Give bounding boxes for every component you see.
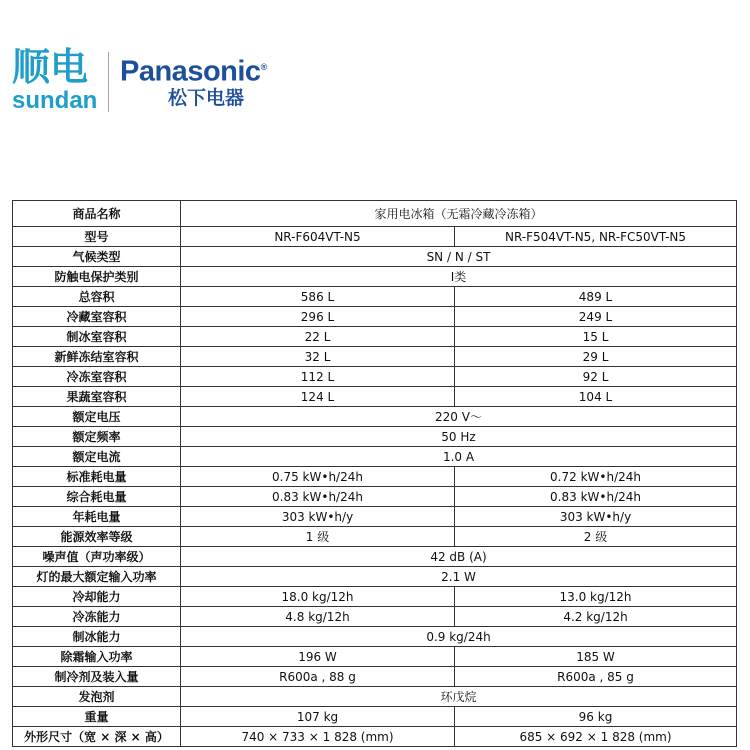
spec-label: 总容积 xyxy=(13,287,181,307)
spec-value-model-a: 0.83 kW•h/24h xyxy=(181,487,455,507)
spec-value-model-b: 489 L xyxy=(455,287,737,307)
spec-row xyxy=(13,607,737,627)
spec-label: 能源效率等级 xyxy=(13,527,181,547)
spec-label: 重量 xyxy=(13,707,181,727)
spec-label: 标准耗电量 xyxy=(13,467,181,487)
spec-value-shared: SN / N / ST xyxy=(181,247,737,267)
spec-label: 冷冻室容积 xyxy=(13,367,181,387)
spec-label: 发泡剂 xyxy=(13,687,181,707)
spec-value-model-a: 1 级 xyxy=(181,527,455,547)
spec-value-model-b: 249 L xyxy=(455,307,737,327)
spec-row xyxy=(13,427,737,447)
spec-label: 噪声值（声功率级） xyxy=(13,547,181,567)
spec-value-shared: 42 dB (A) xyxy=(181,547,737,567)
spec-value-model-a: 296 L xyxy=(181,307,455,327)
spec-row xyxy=(13,687,737,707)
spec-value-model-b: 92 L xyxy=(455,367,737,387)
spec-row xyxy=(13,447,737,467)
spec-label: 灯的最大额定输入功率 xyxy=(13,567,181,587)
spec-value-model-a: 112 L xyxy=(181,367,455,387)
spec-label: 额定频率 xyxy=(13,427,181,447)
spec-row xyxy=(13,201,737,227)
spec-label: 冷却能力 xyxy=(13,587,181,607)
spec-label: 外形尺寸（宽 × 深 × 高） xyxy=(13,727,181,747)
spec-value-model-a: R600a , 88 g xyxy=(181,667,455,687)
spec-value-model-a: 740 × 733 × 1 828 (mm) xyxy=(181,727,455,747)
spec-label: 气候类型 xyxy=(13,247,181,267)
spec-value-model-b: NR-F504VT-N5, NR-FC50VT-N5 xyxy=(455,227,737,247)
spec-value-model-b: 13.0 kg/12h xyxy=(455,587,737,607)
spec-value-model-b: 685 × 692 × 1 828 (mm) xyxy=(455,727,737,747)
spec-row xyxy=(13,547,737,567)
spec-label: 综合耗电量 xyxy=(13,487,181,507)
spec-row xyxy=(13,667,737,687)
panasonic-logo-en: Panasonic® xyxy=(120,55,267,88)
spec-label: 冷冻能力 xyxy=(13,607,181,627)
spec-row xyxy=(13,367,737,387)
panasonic-logo xyxy=(120,50,320,116)
spec-value-shared: 220 V～ xyxy=(181,407,737,427)
spec-label: 果蔬室容积 xyxy=(13,387,181,407)
spec-value-shared: 家用电冰箱（无霜冷藏冷冻箱） xyxy=(181,201,737,227)
registered-mark: ® xyxy=(260,62,267,72)
spec-row xyxy=(13,347,737,367)
spec-value-model-b: 4.2 kg/12h xyxy=(455,607,737,627)
spec-row xyxy=(13,587,737,607)
spec-row xyxy=(13,627,737,647)
spec-value-model-b: 185 W xyxy=(455,647,737,667)
spec-row xyxy=(13,227,737,247)
sundan-logo-cn: 顺电 xyxy=(12,45,89,89)
spec-row xyxy=(13,247,737,267)
spec-value-model-a: 22 L xyxy=(181,327,455,347)
spec-value-model-b: 303 kW•h/y xyxy=(455,507,737,527)
spec-row xyxy=(13,707,737,727)
spec-label: 制冷剂及装入量 xyxy=(13,667,181,687)
spec-row xyxy=(13,307,737,327)
spec-label: 防触电保护类别 xyxy=(13,267,181,287)
spec-value-model-a: 32 L xyxy=(181,347,455,367)
sundan-logo xyxy=(12,46,102,116)
panasonic-logo-cn: 松下电器 xyxy=(168,87,245,109)
spec-row xyxy=(13,487,737,507)
spec-row xyxy=(13,267,737,287)
spec-label: 型号 xyxy=(13,227,181,247)
spec-value-model-a: 0.75 kW•h/24h xyxy=(181,467,455,487)
spec-row xyxy=(13,647,737,667)
spec-label: 制冰室容积 xyxy=(13,327,181,347)
spec-value-shared: 1.0 A xyxy=(181,447,737,467)
spec-value-model-a: 196 W xyxy=(181,647,455,667)
logo-divider xyxy=(108,52,109,112)
spec-label: 额定电压 xyxy=(13,407,181,427)
spec-value-model-b: 104 L xyxy=(455,387,737,407)
spec-value-shared: Ⅰ类 xyxy=(181,267,737,287)
spec-row xyxy=(13,387,737,407)
spec-label: 新鲜冻结室容积 xyxy=(13,347,181,367)
spec-table xyxy=(12,200,737,747)
spec-value-model-a: 4.8 kg/12h xyxy=(181,607,455,627)
spec-value-shared: 2.1 W xyxy=(181,567,737,587)
sundan-logo-en: sundan xyxy=(12,87,98,114)
spec-value-model-a: 586 L xyxy=(181,287,455,307)
spec-value-model-a: 124 L xyxy=(181,387,455,407)
spec-value-shared: 环戊烷 xyxy=(181,687,737,707)
spec-value-model-b: R600a , 85 g xyxy=(455,667,737,687)
spec-value-shared: 50 Hz xyxy=(181,427,737,447)
spec-label: 除霜输入功率 xyxy=(13,647,181,667)
spec-value-model-b: 0.72 kW•h/24h xyxy=(455,467,737,487)
spec-row xyxy=(13,507,737,527)
spec-row xyxy=(13,567,737,587)
spec-value-model-b: 96 kg xyxy=(455,707,737,727)
spec-value-model-b: 2 级 xyxy=(455,527,737,547)
spec-row xyxy=(13,287,737,307)
spec-row xyxy=(13,727,737,747)
spec-value-model-b: 0.83 kW•h/24h xyxy=(455,487,737,507)
spec-row xyxy=(13,527,737,547)
spec-value-model-a: 18.0 kg/12h xyxy=(181,587,455,607)
spec-value-model-b: 29 L xyxy=(455,347,737,367)
spec-label: 额定电流 xyxy=(13,447,181,467)
spec-label: 制冰能力 xyxy=(13,627,181,647)
spec-row xyxy=(13,407,737,427)
spec-table-body xyxy=(13,201,737,747)
spec-label: 商品名称 xyxy=(13,201,181,227)
spec-label: 年耗电量 xyxy=(13,507,181,527)
spec-value-model-a: NR-F604VT-N5 xyxy=(181,227,455,247)
spec-value-model-b: 15 L xyxy=(455,327,737,347)
spec-value-model-a: 107 kg xyxy=(181,707,455,727)
spec-label: 冷藏室容积 xyxy=(13,307,181,327)
spec-value-shared: 0.9 kg/24h xyxy=(181,627,737,647)
spec-value-model-a: 303 kW•h/y xyxy=(181,507,455,527)
spec-row xyxy=(13,467,737,487)
spec-row xyxy=(13,327,737,347)
